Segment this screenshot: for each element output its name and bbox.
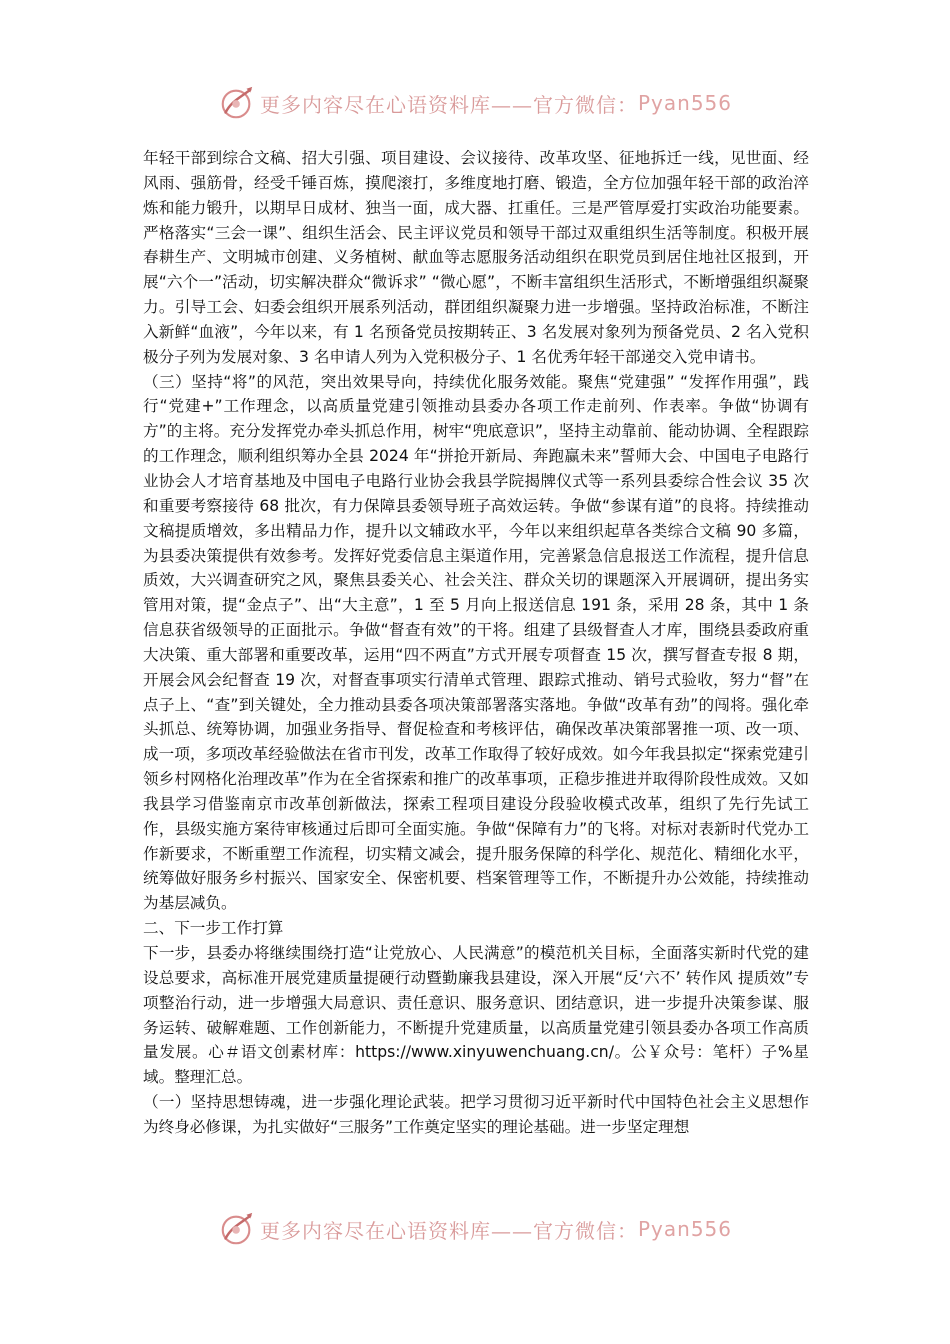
body-paragraph-3: 下一步，县委办将继续围绕打造“让党放心、人民满意”的模范机关目标，全面落实新时代党的建设总要求，高标准开展党建质量提硬行动暨勤廉我县建设，深入开展“反‘六不’ 转作风 提质效”专项整治行动，进一步增强大局意识、责任意识、服务意识、团结意识，进一步提升决策参谋、服务运转、破解难题、工作创新能力，不断提升党建质量，以高质量党建引领县委办各项工作高质量发展。心＃语文创素材库：https://www.xinyuwenchuang.cn/。公￥众号：笔杆）子%星域。整理汇总。 — [143, 944, 809, 1087]
document-body — [143, 146, 809, 1140]
body-paragraph-4: （一）坚持思想铸魂，进一步强化理论武装。把学习贯彻习近平新时代中国特色社会主义思想作为终身必修课，为扎实做好“三服务”工作奠定坚实的理论基础。进一步坚定理想 — [143, 1093, 809, 1136]
footer-banner-handle: Pyan556 — [637, 1217, 732, 1241]
pen-swirl-logo-icon — [218, 1210, 256, 1248]
header-watermark-banner — [0, 83, 950, 123]
body-paragraph-2: （三）坚持“将”的风范，突出效果导向，持续优化服务效能。聚焦“党建强” “发挥作用强”，践行“党建+”工作理念，以高质量党建引领推动县委办各项工作走前列、作表率。争做“协调有方”的主将。充分发挥党办牵头抓总作用，树牢“兜底意识”，坚持主动靠前、能动协调、全程跟踪的工作理念，顺利组织筹办全县 2024 年“拼抢开新局、奔跑赢未来”誓师大会、中国电子电路行业协会人才培育基地及中国电子电路行业协会我县学院揭牌仪式等一系列县委综合性会议 35 次和重要考察接待 68 批次，有力保障县委领导班子高效运转。争做“参谋有道”的良将。持续推动文稿提质增效，多出精品力作，提升以文辅政水平，今年以来组织起草各类综合文稿 90 多篇，为县委决策提供有效参考。发挥好党委信息主渠道作用，完善紧急信息报送工作流程，提升信息质效，大兴调查研究之风，聚焦县委关心、社会关注、群众关切的课题深入开展调研，提出务实管用对策，提“金点子”、出“大主意”，1 至 5 月向上报送信息 191 条，采用 28 条，其中 1 条信息获省级领导的正面批示。争做“督查有效”的干将。组建了县级督查人才库，围绕县委政府重大决策、重大部署和重要改革，运用“四不两直”方式开展专项督查 15 次，撰写督查专报 8 期，开展会风会纪督查 19 次，对督查事项实行清单式管理、跟踪式推动、销号式验收，努力“督”在点子上、“查”到关键处，全力推动县委各项决策部署落实落地。争做“改革有劲”的闯将。强化牵头抓总、统筹协调，加强业务指导、督促检查和考核评估，确保改革决策部署推一项、改一项、成一项，多项改革经验做法在省市刊发，改革工作取得了较好成效。如今年我县拟定“探索党建引领乡村网格化治理改革”作为在全省探索和推广的改革事项，正稳步推进并取得阶段性成效。又如我县学习借鉴南京市改革创新做法，探索工程项目建设分段验收模式改革，组织了先行先试工作，县级实施方案待审核通过后即可全面实施。争做“保障有力”的飞将。对标对表新时代党办工作新要求，不断重塑工作流程，切实精文减会，提升服务保障的科学化、规范化、精细化水平，统筹做好服务乡村振兴、国家安全、保密机要、档案管理等工作，不断提升办公效能，持续推动为基层减负。 — [143, 372, 809, 913]
body-paragraph-1: 年轻干部到综合文稿、招大引强、项目建设、会议接待、改革攻坚、征地拆迁一线，见世面、经风雨、强筋骨，经受千锤百炼，摸爬滚打，多维度地打磨、锻造，全方位加强年轻干部的政治淬炼和能力锻升，以期早日成材、独当一面，成大器、扛重任。三是严管厚爱打实政治功能要素。严格落实“三会一课”、组织生活会、民主评议党员和领导干部过双重组织生活等制度。积极开展春耕生产、文明城市创建、义务植树、献血等志愿服务活动组织在职党员到居住地社区报到，开展“六个一”活动，切实解决群众“微诉求” “微心愿”，不断丰富组织生活形式，不断增强组织凝聚力。引导工会、妇委会组织开展系列活动，群团组织凝聚力进一步增强。坚持政治标准，不断注入新鲜“血液”，今年以来，有 1 名预备党员按期转正、3 名发展对象列为预备党员、2 名入党积极分子列为发展对象、3 名申请人列为入党积极分子、1 名优秀年轻干部递交入党申请书。 — [143, 149, 809, 366]
footer-banner-text: 更多内容尽在心语资料库——官方微信： — [259, 1218, 638, 1243]
section-heading: 二、下一步工作打算 — [143, 919, 284, 938]
header-banner-handle: Pyan556 — [637, 91, 732, 115]
pen-swirl-logo-icon — [218, 84, 256, 122]
header-banner-text: 更多内容尽在心语资料库——官方微信： — [259, 92, 638, 117]
footer-watermark-banner — [0, 1209, 950, 1249]
